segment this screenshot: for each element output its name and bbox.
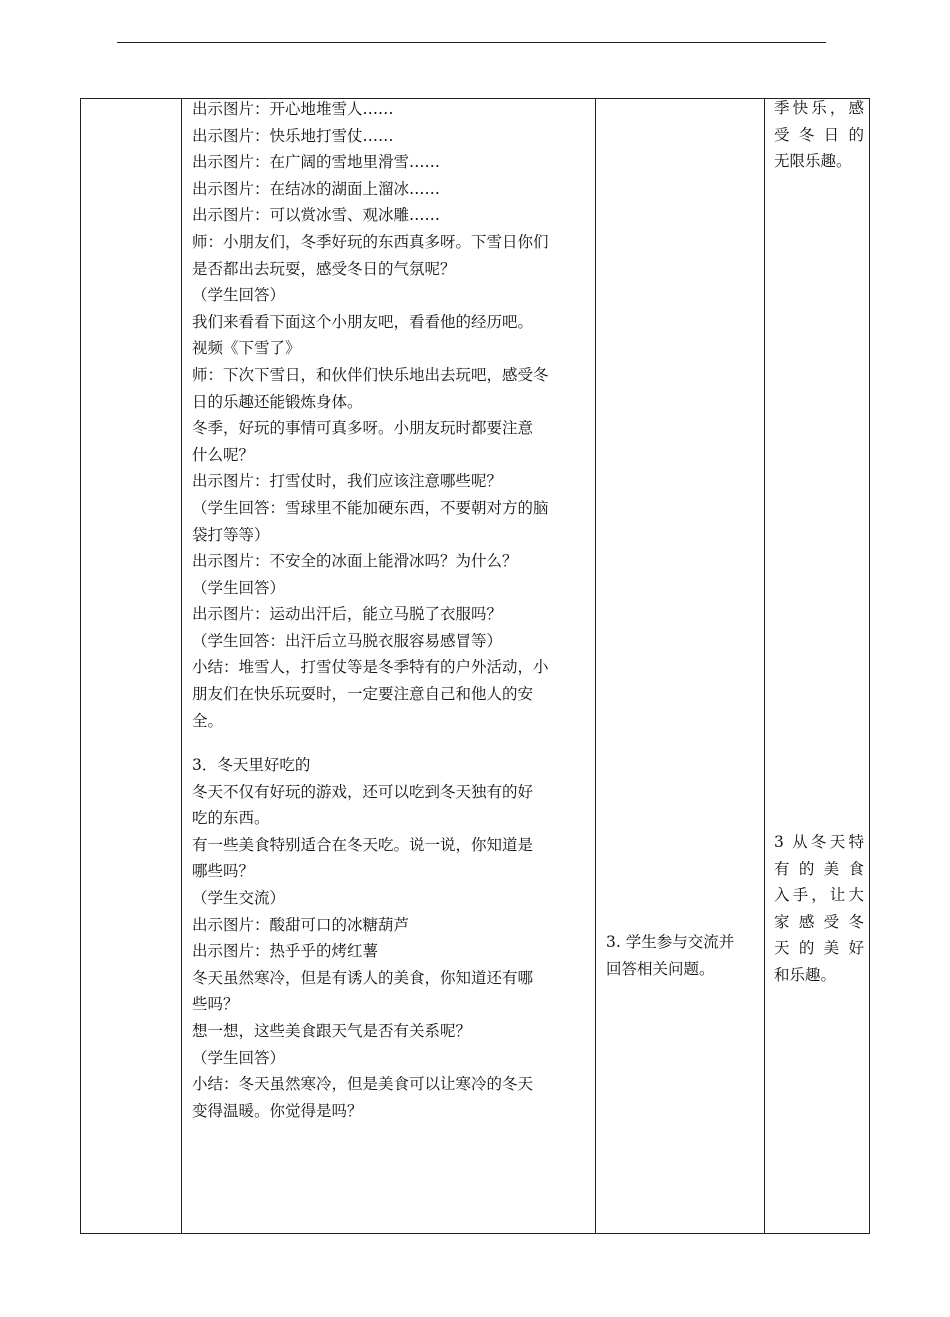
- teaching-content-column: [182, 99, 596, 1233]
- content-line: 出示图片：在结冰的湖面上溜冰……: [192, 179, 441, 198]
- content-line: 哪些吗？: [192, 862, 255, 881]
- student-line: 回答相关问题。: [606, 959, 715, 978]
- content-line: 出示图片：在广阔的雪地里滑雪……: [192, 153, 441, 172]
- winter-food-section: [192, 752, 590, 1124]
- student-line: 3. 学生参与交流并: [606, 933, 735, 951]
- content-line: 我们来看看下面这个小朋友吧，看看他的经历吧。: [192, 312, 534, 331]
- content-line: （学生交流）: [192, 888, 286, 907]
- intent-line: 天的美好: [774, 939, 864, 958]
- intent-line: 季快乐，感: [774, 99, 864, 117]
- content-line: 变得温暖。你觉得是吗？: [192, 1101, 363, 1120]
- content-line: 出示图片：热乎乎的烤红薯: [192, 942, 379, 961]
- content-line: （学生回答：雪球里不能加硬东西，不要朝对方的脑: [192, 498, 549, 517]
- content-line: 袋打等等）: [192, 525, 270, 544]
- intent-line: 家感受冬: [774, 912, 864, 931]
- content-line: （学生回答）: [192, 1048, 286, 1067]
- content-line: 是否都出去玩耍，感受冬日的气氛呢？: [192, 259, 456, 278]
- content-line: （学生回答）: [192, 286, 286, 305]
- design-intent-top: [774, 95, 864, 175]
- content-line: 出示图片：打雪仗时，我们应该注意哪些呢？: [192, 472, 503, 491]
- stage-column: [81, 99, 182, 1233]
- content-line: 师：下次下雪日，和伙伴们快乐地出去玩吧，感受冬: [192, 365, 549, 384]
- intent-line: 入手，让大: [774, 886, 864, 905]
- content-line: 小结：堆雪人，打雪仗等是冬季特有的户外活动，小: [192, 658, 549, 677]
- content-line: 冬天不仅有好玩的游戏，还可以吃到冬天独有的好: [192, 782, 534, 801]
- design-intent-column: [765, 99, 869, 1233]
- content-line: 冬天虽然寒冷，但是有诱人的美食，你知道还有哪: [192, 968, 534, 987]
- intent-line: 受冬日的: [774, 125, 864, 144]
- content-line: （学生回答）: [192, 578, 286, 597]
- intent-line: 无限乐趣。: [774, 152, 852, 171]
- content-line: 日的乐趣还能锻炼身体。: [192, 392, 363, 411]
- content-line: 些吗？: [192, 995, 239, 1014]
- student-activity-column: [596, 99, 765, 1233]
- content-line: 朋友们在快乐玩耍时，一定要注意自己和他人的安: [192, 685, 534, 704]
- content-line: 出示图片：不安全的冰面上能滑冰吗？为什么？: [192, 552, 518, 571]
- intent-line: 和乐趣。: [774, 965, 837, 984]
- content-line: 冬季，好玩的事情可真多呀。小朋友玩时都要注意: [192, 419, 534, 438]
- design-intent-food: [774, 829, 864, 989]
- header-rule: [117, 42, 826, 43]
- section-heading: 3．冬天里好吃的: [192, 756, 311, 774]
- content-line: 全。: [192, 711, 224, 730]
- content-line: 出示图片：运动出汗后，能立马脱了衣服吗？: [192, 605, 503, 624]
- content-line: 师：小朋友们，冬季好玩的东西真多呀。下雪日你们: [192, 232, 549, 251]
- content-line: 视频《下雪了》: [192, 339, 301, 358]
- student-activity-text: [606, 929, 760, 982]
- content-line: 小结：冬天虽然寒冷，但是美食可以让寒冷的冬天: [192, 1075, 534, 1094]
- content-line: 有一些美食特别适合在冬天吃。说一说，你知道是: [192, 835, 534, 854]
- content-line: 出示图片：开心地堆雪人……: [192, 100, 394, 118]
- content-line: 吃的东西。: [192, 809, 270, 828]
- winter-play-section: [192, 96, 590, 734]
- content-line: （学生回答：出汗后立马脱衣服容易感冒等）: [192, 631, 503, 650]
- content-line: 出示图片：可以赏冰雪、观冰雕……: [192, 206, 441, 225]
- intent-line: 3 从冬天特: [774, 833, 864, 851]
- intent-line: 有的美食: [774, 859, 864, 878]
- content-line: 出示图片：快乐地打雪仗……: [192, 126, 394, 145]
- lesson-plan-table: [80, 98, 870, 1234]
- content-line: 想一想，这些美食跟天气是否有关系呢？: [192, 1021, 472, 1040]
- content-line: 出示图片：酸甜可口的冰糖葫芦: [192, 915, 410, 934]
- content-line: 什么呢？: [192, 445, 255, 464]
